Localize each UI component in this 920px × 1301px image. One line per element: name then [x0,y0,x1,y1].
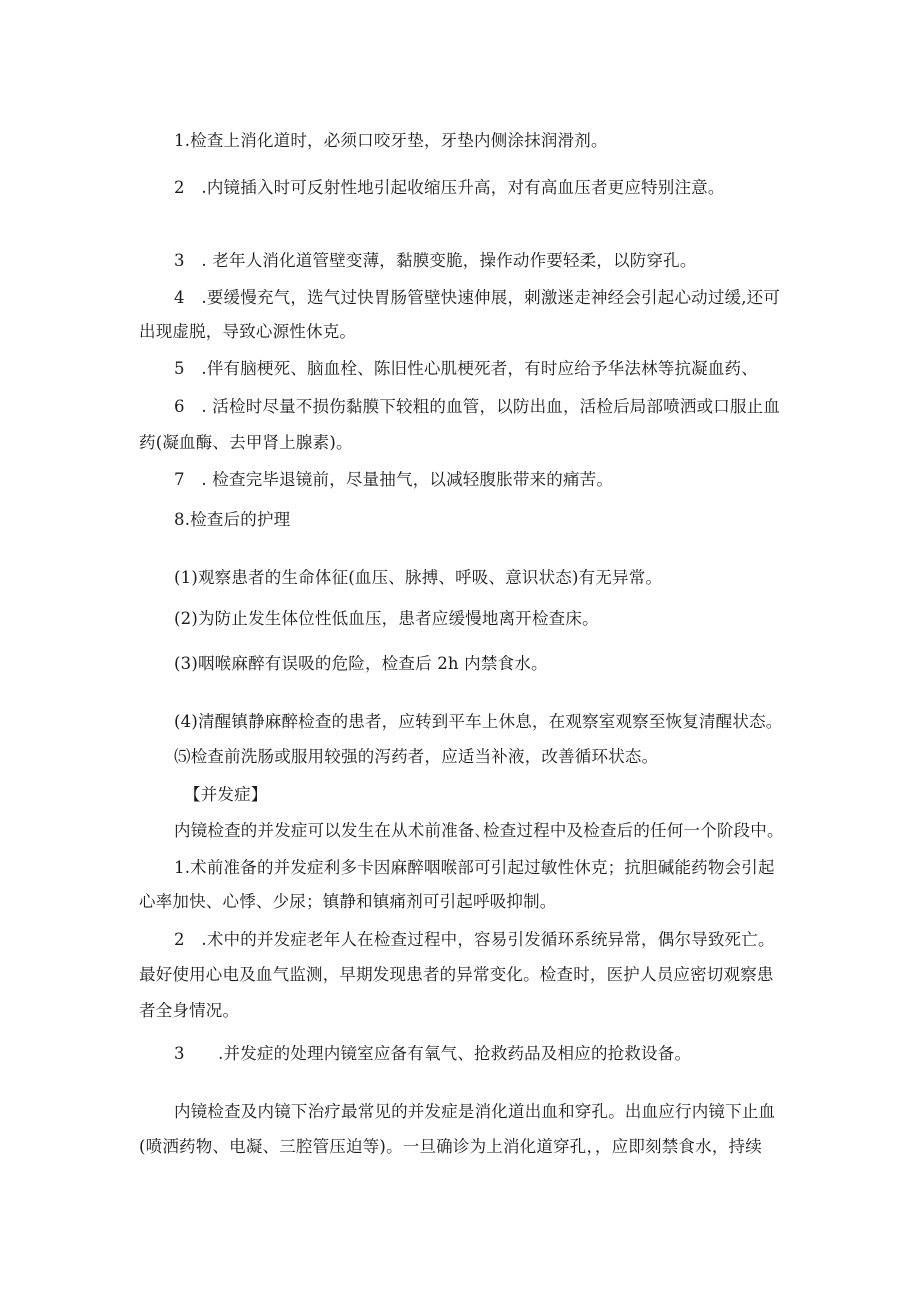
text-line: 内镜检查的并发症可以发生在从术前准备､检查过程中及检查后的任何一个阶段中。 [174,821,784,840]
text-line: 出现虚脱，导致心源性休克。 [139,322,357,341]
text-line: 1.检查上消化道时，必须口咬牙垫，牙垫内侧涂抹润滑剂。 [174,131,608,150]
text-line: 2 .术中的并发症老年人在检查过程中，容易引发循环系统异常，偶尔导致死亡。 [174,930,775,949]
text-line: (喷洒药物、电凝、三腔管压迫等)。一旦确诊为上消化道穿孔，，应即刻禁食水，持续 [139,1137,762,1156]
text-line: 7 . 检查完毕退镜前，尽量抽气，以减轻腹胀带来的痛苦。 [174,470,614,489]
text-line: 最好使用心电及血气监测，早期发现患者的异常变化。检查时，医护人员应密切观察患 [139,965,774,984]
text-line: 6 . 活检时尽量不损伤黏膜下较粗的血管，以防出血，活检后局部喷洒或口服止血 [174,397,781,416]
text-line: (2)为防止发生体位性低血压，患者应缓慢地离开检查床。 [174,609,599,628]
text-line: 药(凝血酶、去甲肾上腺素)。 [139,433,353,452]
text-line: 2 .内镜插入时可反射性地引起收缩压升高，对有高血压者更应特别注意。 [174,178,725,197]
text-line: 内镜检查及内镜下治疗最常见的并发症是消化道出血和穿孔。出血应行内镜下止血 [174,1102,776,1121]
text-line: 1.术前准备的并发症利多卡因麻醉咽喉部可引起过敏性休克；抗胆碱能药物会引起 [174,858,775,877]
text-line: 3 . 老年人消化道管壁变薄，黏膜变脆，操作动作要轻柔，以防穿孔。 [174,251,697,270]
section-heading: 8.检查后的护理 [174,510,291,529]
text-line: 心率加快、心悸、少尿；镇静和镇痛剂可引起呼吸抑制。 [139,892,557,911]
text-line: 5 .伴有脑梗死、脑血栓、陈旧性心肌梗死者，有时应给予华法林等抗凝血药、 [174,359,758,378]
text-line: 者全身情况。 [139,1001,240,1020]
text-line: 4 .要缓慢充气，选气过快胃肠管壁快速伸展，刺激迷走神经会引起心动过缓,还可 [174,288,781,307]
text-line: (1)观察患者的生命体征(血压、脉搏、呼吸、意识状态)有无异常。 [174,568,663,587]
text-line: ⑸检查前洗肠或服用较强的泻药者，应适当补液，改善循环状态。 [174,747,659,766]
text-line: (3)咽喉麻醉有误吸的危险，检查后 2h 内禁食水。 [174,654,548,673]
text-line: (4)清醒镇静麻醉检查的患者，应转到平车上休息，在观察室观察至恢复清醒状态。 [174,712,783,731]
section-heading: 【并发症】 [184,785,268,804]
text-line: 3 .并发症的处理内镜室应备有氧气、抢救药品及相应的抢救设备。 [174,1044,692,1063]
